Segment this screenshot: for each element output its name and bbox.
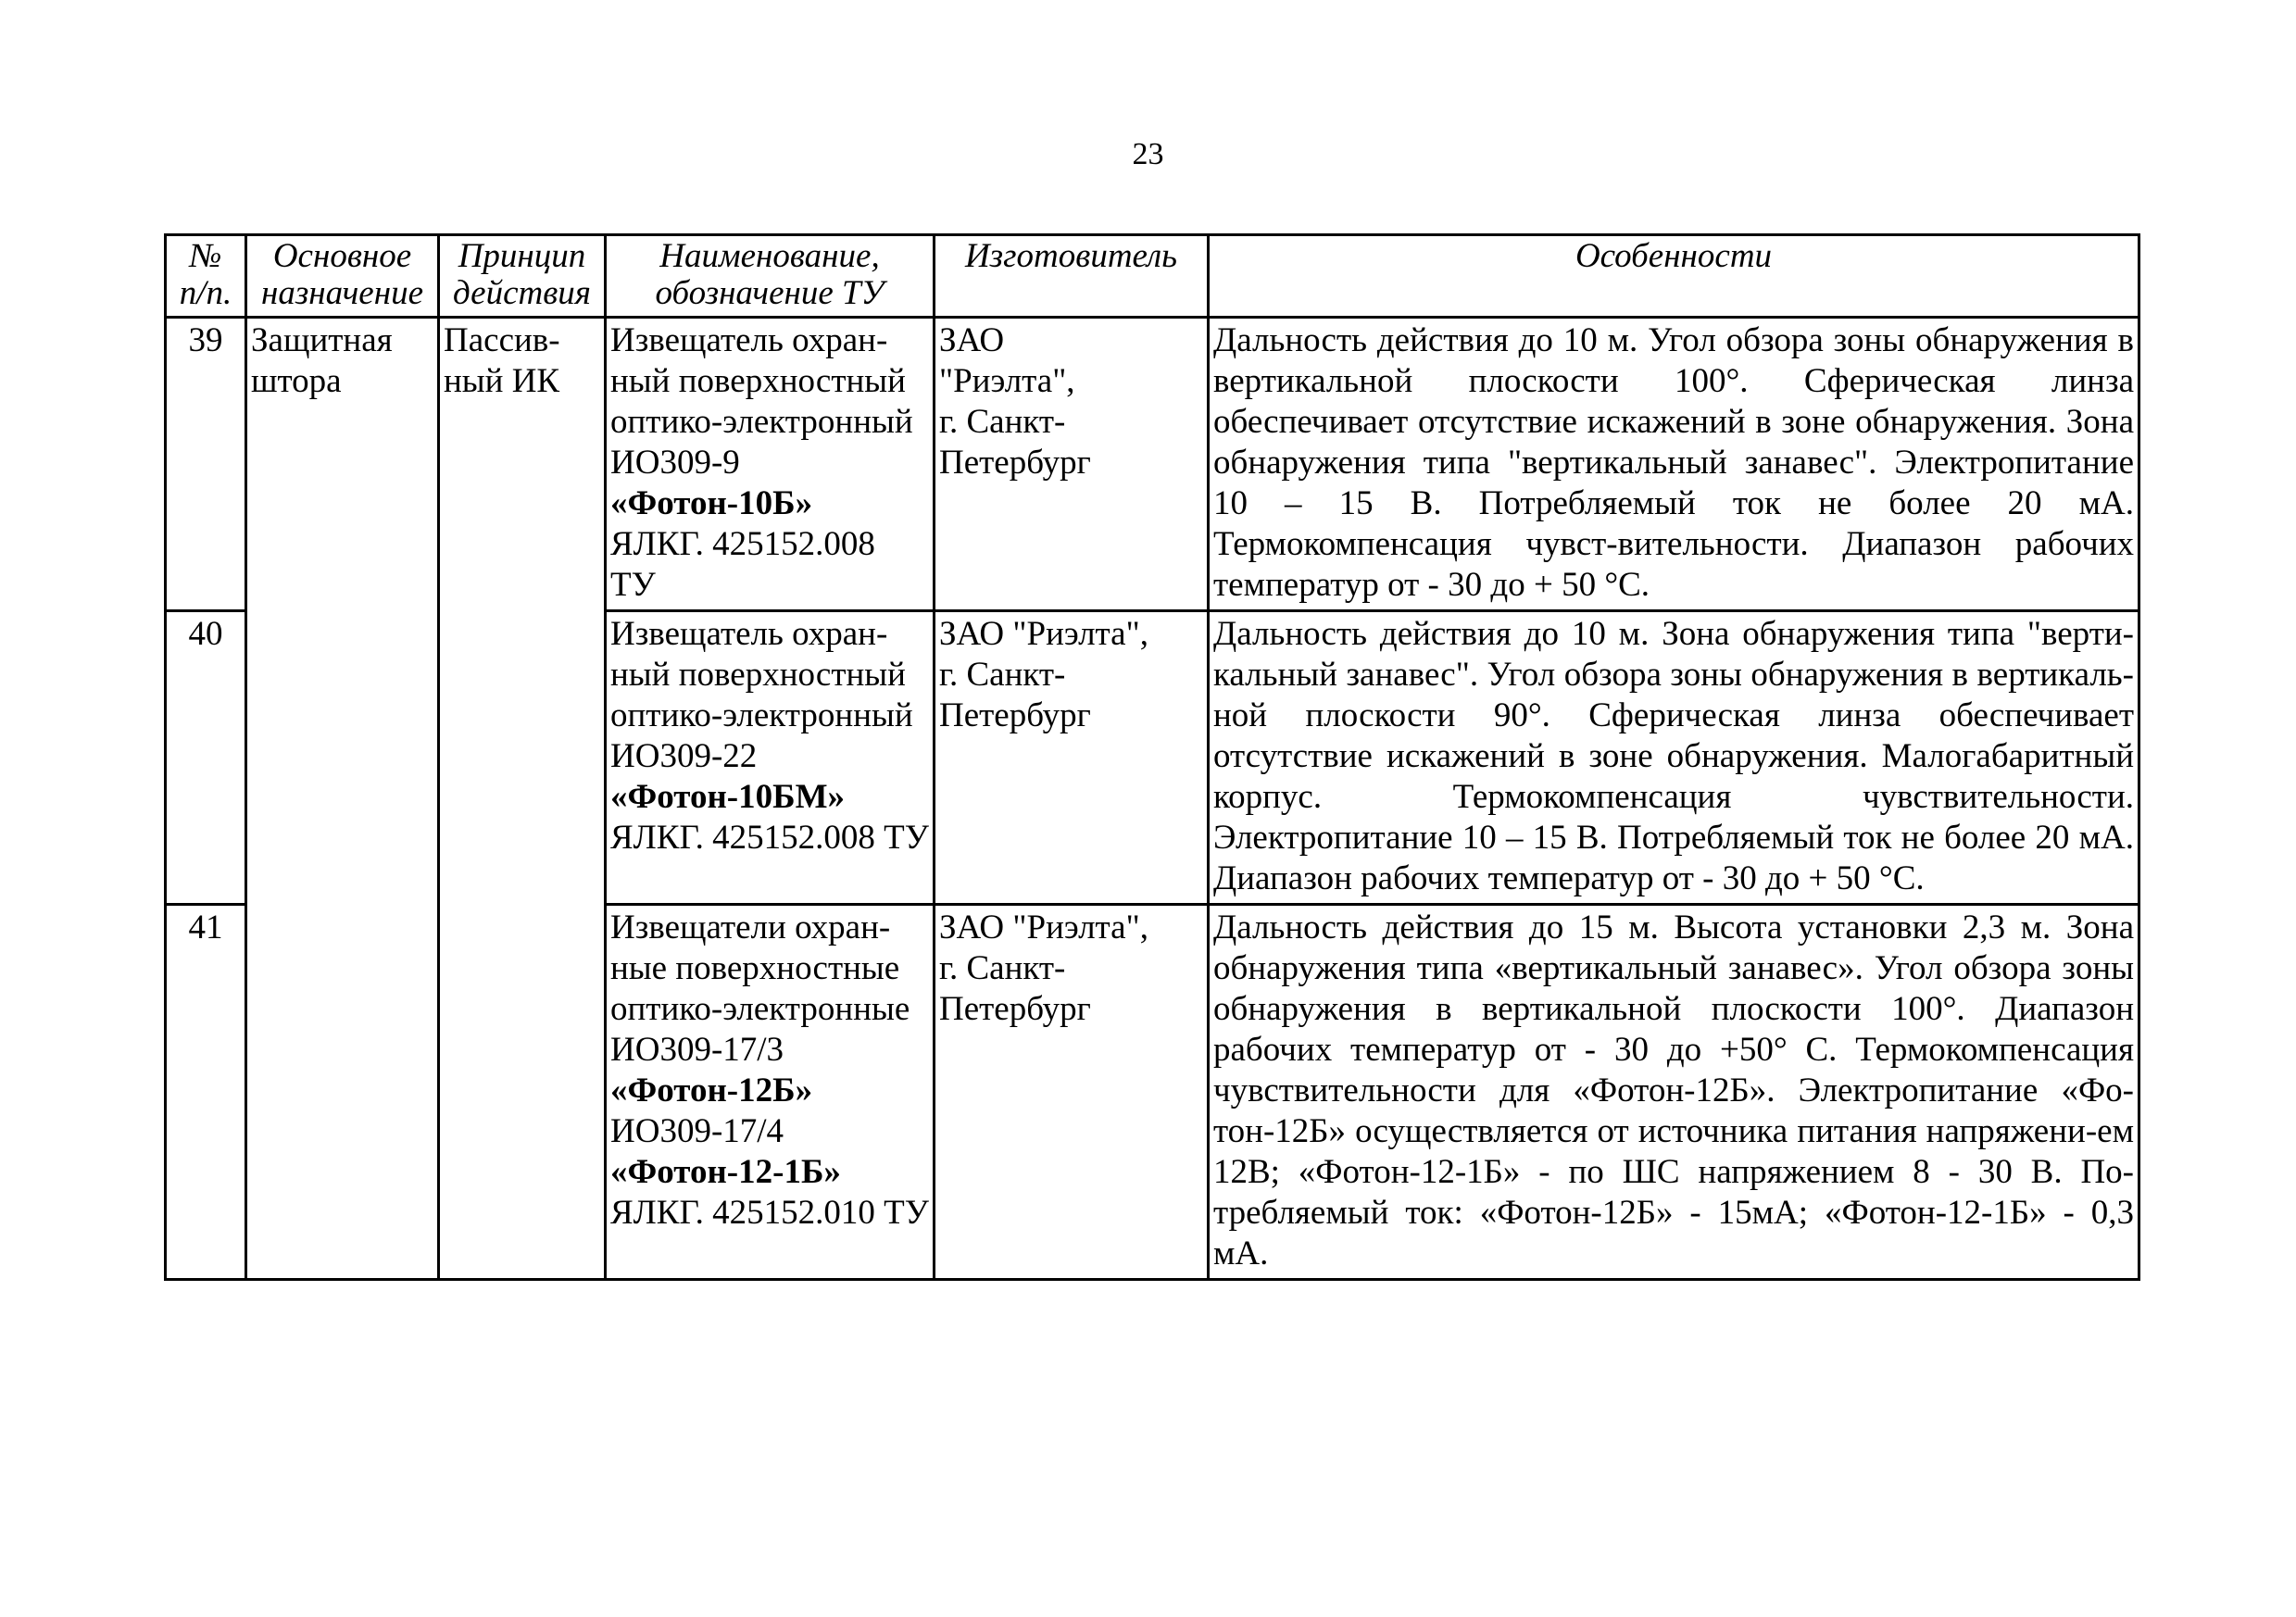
header-num: № п/п.	[166, 235, 246, 318]
product-name: «Фотон-12-1Б»	[610, 1153, 841, 1191]
features-cell: Дальность действия до 10 м. Угол обзора зоны обнаружения в вертикальной плоскости 100°. Сферическая линза обеспечивает отсутствие искажений в зоне обнаружения. Зона обнаружения типа "вертикальный занавес". Электропитание 10 – 15 В. Потребляемый ток не более 20 мА. Термокомпенсация чувст-вительности. Диапазон рабочих температур от - 30 до + 50 °С.	[1209, 318, 2139, 611]
row-number: 39	[166, 318, 246, 611]
product-name: «Фотон-10Б»	[610, 484, 813, 522]
maker-cell: ЗАО "Риэлта", г. Санкт- Петербург	[935, 611, 1209, 905]
row-number: 40	[166, 611, 246, 905]
maker-cell: ЗАО "Риэлта", г. Санкт- Петербург	[935, 905, 1209, 1280]
header-features: Особенности	[1209, 235, 2139, 318]
table-row	[166, 318, 2139, 611]
name-cell: Извещатель охран- ный поверхностный оптико-электронный ИО309-22 «Фотон-10БМ» ЯЛКГ. 425152.008 ТУ	[606, 611, 935, 905]
name-cell: Извещатели охран- ные поверхностные оптико-электронные ИО309-17/3 «Фотон-12Б» ИО309-17/4 «Фотон-12-1Б» ЯЛКГ. 425152.010 ТУ	[606, 905, 935, 1280]
header-principle: Принцип действия	[439, 235, 606, 318]
purpose-cell: Защитная штора	[246, 318, 439, 1280]
header-name: Наименование, обозначение ТУ	[606, 235, 935, 318]
features-cell: Дальность действия до 10 м. Зона обнаружения типа "верти-кальный занавес". Угол обзора зоны обнаружения в вертикаль-ной плоскости 90°. Сферическая линза обеспечивает отсутствие искажений в зоне обнаружения. Малогабаритный корпус. Термокомпенсация чувствительности. Электропитание 10 – 15 В. Потребляемый ток не более 20 мА. Диапазон рабочих температур от - 30 до + 50 °С.	[1209, 611, 2139, 905]
name-cell: Извещатель охран- ный поверхностный оптико-электронный ИО309-9 «Фотон-10Б» ЯЛКГ. 425152.008 ТУ	[606, 318, 935, 611]
page-number: 23	[1132, 137, 1164, 171]
detectors-table	[164, 233, 2140, 1281]
row-number: 41	[166, 905, 246, 1280]
features-cell: Дальность действия до 15 м. Высота установки 2,3 м. Зона обнаружения типа «вертикальный занавес». Угол обзора зоны обнаружения в вертикальной плоскости 100°. Диапазон рабочих температур от - 30 до +50° С. Термокомпенсация чувствительности для «Фотон-12Б». Электропитание «Фо-тон-12Б» осуществляется от источника питания напряжени-ем 12В; «Фотон-12-1Б» - по ШС напряжением 8 - 30 В. По-требляемый ток: «Фотон-12Б» - 15мА; «Фотон-12-1Б» - 0,3 мА.	[1209, 905, 2139, 1280]
product-name: «Фотон-12Б»	[610, 1072, 813, 1109]
table-header-row	[166, 235, 2139, 318]
header-maker: Изготовитель	[935, 235, 1209, 318]
product-name: «Фотон-10БМ»	[610, 778, 846, 816]
header-purpose: Основное назначение	[246, 235, 439, 318]
maker-cell: ЗАО "Риэлта", г. Санкт- Петербург	[935, 318, 1209, 611]
principle-cell: Пассив- ный ИК	[439, 318, 606, 1280]
